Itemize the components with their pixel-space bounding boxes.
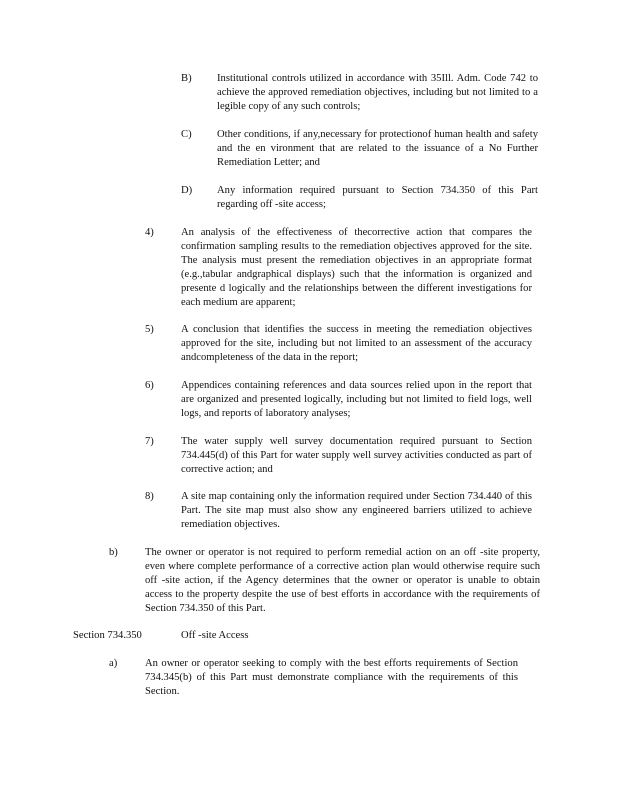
section-number: Section 734.350 bbox=[73, 630, 142, 641]
item-text: Other conditions, if any,necessary for protectionof human health and safety and the en vironment that are related to the issuance of a No Further Remediation Letter; and bbox=[217, 129, 538, 168]
item-label: b) bbox=[109, 547, 118, 558]
list-item-d-upper bbox=[0, 184, 618, 214]
item-label: 4) bbox=[145, 227, 154, 238]
section-item-a bbox=[0, 657, 618, 701]
list-item-7 bbox=[0, 435, 618, 479]
section-title bbox=[181, 629, 248, 643]
item-label: 7) bbox=[145, 436, 154, 447]
item-label: D) bbox=[181, 185, 193, 196]
item-text: Appendices containing references and data sources relied upon in the report that are organized and presented logically, including but not limited to field logs, well logs, and reports of laboratory analyses; bbox=[181, 380, 532, 419]
item-label: a) bbox=[109, 658, 118, 669]
section-title-text: Off -site Access bbox=[181, 630, 249, 641]
item-text: Institutional controls utilized in accordance with 35Ill. Adm. Code 742 to achieve the approved remediation objectives, including but not limited to a legible copy of any such controls; bbox=[217, 73, 538, 112]
item-text: An owner or operator seeking to comply with the best efforts requirements of Section 734.345(b) of this Part must demonstrate compliance with the requirements of this Section. bbox=[145, 658, 518, 697]
item-text: The water supply well survey documentation required pursuant to Section 734.445(d) of this Part for water supply well survey activities conducted as part of corrective action; and bbox=[181, 436, 532, 475]
item-label: 8) bbox=[145, 491, 154, 502]
list-item-8 bbox=[0, 490, 618, 534]
item-text: A conclusion that identifies the success in meeting the remediation objectives approved for the site, including but not limited to an assessment of the accuracy andcompleteness of the data in the report; bbox=[181, 324, 532, 363]
section-heading bbox=[73, 629, 142, 643]
list-item-b-upper bbox=[0, 72, 618, 116]
item-label: B) bbox=[181, 73, 192, 84]
list-item-6 bbox=[0, 379, 618, 423]
list-item-b-lower bbox=[0, 546, 618, 618]
list-item-c-upper bbox=[0, 128, 618, 172]
item-text: Any information required pursuant to Section 734.350 of this Part regarding off -site access; bbox=[217, 185, 538, 210]
item-text: The owner or operator is not required to perform remedial action on an off -site property, even where complete performance of a corrective action plan would otherwise require such off -site action, if the Agency determines that the owner or operator is unable to obtain access to the property despite the use of best efforts in accordance with the requirements of Section 734.350 of this Part. bbox=[145, 547, 540, 614]
list-item-4 bbox=[0, 226, 618, 312]
item-label: C) bbox=[181, 129, 192, 140]
item-text: A site map containing only the information required under Section 734.440 of this Part. The site map must also show any engineered barriers utilized to achieve remediation objectives. bbox=[181, 491, 532, 530]
item-text: An analysis of the effectiveness of thecorrective action that compares the confirmation sampling results to the remediation objectives approved for the site. The analysis must present the remediation objectives in an appropriate format (e.g.,tabular andgraphical displays) such that the information is organized and presente d logically and the relationships between the different investigations for each medium are apparent; bbox=[181, 227, 532, 308]
list-item-5 bbox=[0, 323, 618, 367]
item-label: 6) bbox=[145, 380, 154, 391]
item-label: 5) bbox=[145, 324, 154, 335]
